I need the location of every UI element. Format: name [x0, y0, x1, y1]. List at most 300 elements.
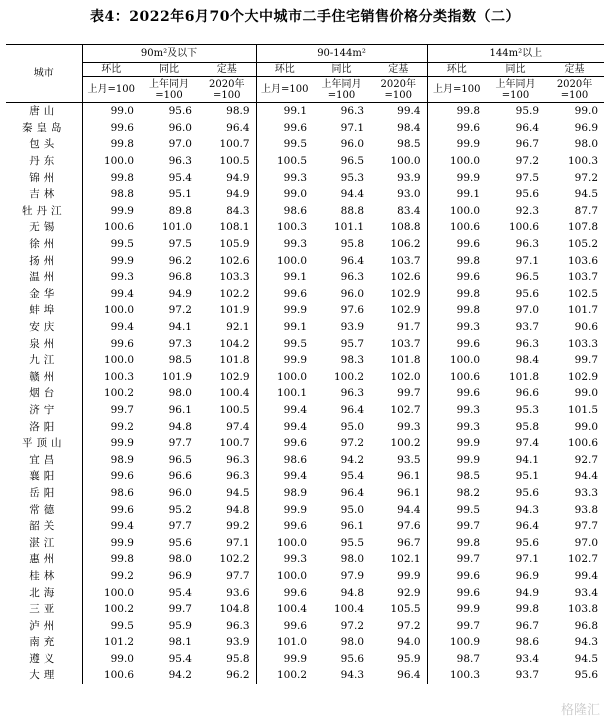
index-value: 94.4: [370, 501, 427, 518]
index-value: 94.9: [168, 287, 192, 300]
city-name: 惠州: [6, 551, 82, 568]
index-value: 99.3: [456, 321, 481, 334]
index-value: 99.9: [110, 437, 134, 450]
table-row: [6, 617, 604, 634]
city-name: 吉林: [6, 186, 82, 203]
index-value: 107.8: [567, 221, 599, 234]
index-value: 99.6: [110, 121, 134, 134]
index-value: 98.5: [168, 354, 192, 367]
index-value: 101.8: [198, 352, 256, 369]
table-row: [6, 485, 604, 502]
index-value: 100.0: [449, 155, 481, 168]
index-value: 99.7: [168, 603, 192, 616]
index-value: 96.7: [370, 534, 427, 551]
index-value: 99.8: [456, 304, 481, 317]
base-label: 上年同月=100: [495, 78, 536, 101]
index-value: 99.6: [456, 387, 481, 400]
col-header-base: 定基: [564, 64, 585, 75]
index-value: 99.3: [370, 418, 427, 435]
index-value: 100.0: [103, 586, 134, 599]
index-value: 96.4: [198, 120, 256, 137]
base-label: 上月=100: [87, 84, 135, 95]
index-value: 104.2: [198, 335, 256, 352]
base-label: 2020年=100: [556, 78, 593, 101]
table-row: [6, 568, 604, 585]
index-value: 99.8: [110, 171, 134, 184]
index-value: 99.5: [110, 238, 134, 251]
index-value: 102.6: [370, 269, 427, 286]
index-value: 96.7: [515, 619, 540, 632]
city-name: 赣州: [6, 369, 82, 386]
index-value: 100.3: [449, 669, 481, 682]
index-value: 99.9: [110, 204, 134, 217]
index-value: 102.9: [198, 369, 256, 386]
index-value: 96.3: [198, 468, 256, 485]
index-value: 99.7: [456, 619, 481, 632]
index-value: 99.5: [283, 138, 308, 151]
index-value: 99.5: [283, 337, 308, 350]
index-value: 99.9: [283, 652, 308, 665]
table-row: [6, 335, 604, 352]
index-value: 98.9: [110, 453, 134, 466]
index-value: 97.2: [370, 617, 427, 634]
index-value: 99.5: [456, 503, 481, 516]
index-value: 94.4: [340, 188, 365, 201]
index-value: 95.6: [168, 105, 192, 118]
index-value: 94.8: [168, 420, 192, 433]
table-row: [6, 169, 604, 186]
index-value: 96.1: [168, 403, 192, 416]
index-value: 95.8: [340, 238, 365, 251]
table-row: [6, 153, 604, 170]
index-value: 95.0: [340, 503, 365, 516]
index-value: 100.2: [276, 669, 308, 682]
index-value: 96.1: [370, 468, 427, 485]
index-value: 96.4: [515, 121, 540, 134]
index-value: 97.1: [340, 121, 365, 134]
index-value: 102.2: [198, 551, 256, 568]
city-name: 泉州: [6, 335, 82, 352]
index-value: 96.2: [198, 667, 256, 684]
index-value: 99.3: [283, 238, 308, 251]
index-value: 99.2: [198, 518, 256, 535]
index-value: 99.0: [110, 105, 134, 118]
index-value: 96.3: [168, 155, 192, 168]
index-value: 100.4: [276, 603, 308, 616]
index-value: 97.2: [340, 619, 365, 632]
index-value: 108.1: [198, 219, 256, 236]
index-value: 95.6: [515, 486, 540, 499]
table-row: [6, 651, 604, 668]
city-name: 桂林: [6, 568, 82, 585]
index-value: 99.9: [283, 354, 308, 367]
index-value: 96.0: [340, 287, 365, 300]
index-value: 97.1: [515, 254, 540, 267]
index-value: 93.6: [198, 584, 256, 601]
index-value: 100.0: [449, 354, 481, 367]
index-value: 101.0: [161, 221, 192, 234]
index-value: 100.5: [198, 402, 256, 419]
index-value: 100.4: [198, 385, 256, 402]
city-name: 安庆: [6, 319, 82, 336]
index-value: 99.7: [456, 520, 481, 533]
index-value: 88.8: [340, 204, 365, 217]
table-row: [6, 435, 604, 452]
index-value: 96.4: [370, 667, 427, 684]
index-value: 98.6: [515, 636, 540, 649]
index-value: 102.2: [198, 286, 256, 303]
city-name: 唐山: [6, 103, 82, 120]
index-value: 99.1: [283, 271, 308, 284]
col-header-base: 定基: [198, 63, 256, 77]
index-value: 94.9: [515, 586, 540, 599]
city-name: 秦皇岛: [6, 120, 82, 137]
city-name: 九江: [6, 352, 82, 369]
index-value: 99.6: [456, 238, 481, 251]
col-header-mom: 环比: [446, 64, 467, 75]
index-value: 95.8: [515, 420, 540, 433]
index-value: 99.9: [283, 503, 308, 516]
index-value: 99.9: [110, 254, 134, 267]
index-value: 96.1: [340, 520, 365, 533]
index-value: 97.6: [370, 518, 427, 535]
index-value: 97.2: [515, 155, 540, 168]
index-value: 99.8: [456, 105, 481, 118]
index-value: 102.9: [567, 370, 599, 383]
index-value: 102.5: [567, 287, 599, 300]
city-name: 蚌埠: [6, 302, 82, 319]
index-value: 105.5: [370, 601, 427, 618]
table-row: [6, 534, 604, 551]
col-header-yoy: 同比: [505, 64, 526, 75]
city-name: 洛阳: [6, 418, 82, 435]
index-value: 99.4: [110, 520, 134, 533]
index-value: 99.6: [456, 271, 481, 284]
index-value: 98.6: [110, 486, 134, 499]
index-value: 108.8: [370, 219, 427, 236]
index-value: 106.2: [370, 236, 427, 253]
table-row: [6, 634, 604, 651]
index-value: 96.9: [515, 569, 540, 582]
index-value: 93.9: [198, 634, 256, 651]
index-value: 95.4: [168, 652, 192, 665]
index-value: 97.4: [515, 437, 540, 450]
index-value: 99.6: [283, 520, 308, 533]
index-value: 95.9: [168, 619, 192, 632]
index-value: 100.9: [449, 636, 481, 649]
index-value: 101.9: [198, 302, 256, 319]
index-value: 95.6: [515, 188, 540, 201]
index-value: 97.0: [574, 536, 599, 549]
index-value: 102.6: [198, 252, 256, 269]
index-value: 93.9: [340, 321, 365, 334]
index-value: 99.7: [370, 385, 427, 402]
index-value: 100.6: [449, 221, 481, 234]
index-value: 102.7: [370, 402, 427, 419]
index-value: 95.0: [340, 420, 365, 433]
price-index-table: [6, 44, 604, 684]
col-header-yoy: 同比: [159, 64, 179, 75]
index-value: 96.2: [168, 254, 192, 267]
index-value: 94.0: [370, 634, 427, 651]
index-value: 99.9: [456, 138, 481, 151]
index-value: 98.8: [110, 188, 134, 201]
index-value: 89.8: [168, 204, 192, 217]
index-value: 99.3: [456, 403, 481, 416]
base-label: 上月=100: [261, 84, 309, 95]
index-value: 93.5: [370, 451, 427, 468]
index-value: 94.2: [340, 453, 365, 466]
index-value: 99.8: [456, 287, 481, 300]
table-row: [6, 236, 604, 253]
index-value: 99.9: [110, 536, 134, 549]
index-value: 98.4: [515, 354, 540, 367]
index-value: 96.3: [515, 238, 540, 251]
index-value: 97.0: [515, 304, 540, 317]
index-value: 96.3: [198, 451, 256, 468]
index-value: 93.3: [574, 486, 599, 499]
index-value: 94.1: [515, 453, 540, 466]
index-value: 94.8: [198, 501, 256, 518]
index-value: 97.2: [340, 437, 365, 450]
index-value: 98.4: [370, 120, 427, 137]
index-value: 99.4: [110, 287, 134, 300]
city-name: 扬州: [6, 252, 82, 269]
index-value: 92.9: [370, 584, 427, 601]
city-name: 湛江: [6, 534, 82, 551]
group-header: 144m²以上: [427, 45, 604, 63]
city-name: 徐州: [6, 236, 82, 253]
index-value: 97.4: [198, 418, 256, 435]
city-name: 牡丹江: [6, 203, 82, 220]
index-value: 100.6: [103, 669, 134, 682]
index-value: 101.9: [161, 370, 192, 383]
index-value: 100.0: [449, 204, 481, 217]
col-header-yoy: 同比: [331, 64, 352, 75]
index-value: 97.2: [574, 171, 599, 184]
index-value: 96.0: [168, 486, 192, 499]
table-row: [6, 219, 604, 236]
index-value: 99.6: [110, 470, 134, 483]
index-value: 95.1: [515, 470, 540, 483]
index-value: 95.6: [168, 536, 192, 549]
col-header-mom: 环比: [274, 64, 295, 75]
group-header: 90-144m²: [256, 45, 427, 63]
index-value: 95.6: [574, 669, 599, 682]
index-value: 97.7: [574, 520, 599, 533]
index-value: 95.6: [515, 287, 540, 300]
index-value: 99.8: [515, 603, 540, 616]
index-value: 102.7: [567, 553, 599, 566]
index-value: 94.5: [198, 485, 256, 502]
index-value: 99.4: [283, 420, 308, 433]
index-value: 99.9: [456, 171, 481, 184]
index-value: 103.3: [567, 337, 599, 350]
index-value: 96.3: [340, 271, 365, 284]
index-value: 100.0: [276, 569, 308, 582]
index-value: 100.5: [198, 153, 256, 170]
col-header-mom: 环比: [101, 64, 122, 75]
index-value: 92.3: [515, 204, 540, 217]
table-row: [6, 319, 604, 336]
table-row: [6, 551, 604, 568]
table-title: 表4：2022年6月70个大中城市二手住宅销售价格分类指数（二）: [90, 9, 520, 25]
index-value: 95.4: [168, 171, 192, 184]
table-row: [6, 518, 604, 535]
index-value: 99.2: [110, 420, 134, 433]
watermark-logo: 格隆汇: [560, 703, 600, 718]
index-value: 96.3: [340, 387, 365, 400]
city-name: 北海: [6, 584, 82, 601]
index-value: 99.8: [456, 536, 481, 549]
index-value: 99.9: [456, 603, 481, 616]
index-value: 99.6: [283, 121, 308, 134]
index-value: 92.1: [198, 319, 256, 336]
index-value: 100.6: [449, 370, 481, 383]
index-value: 95.2: [168, 503, 192, 516]
index-value: 94.8: [340, 586, 365, 599]
index-value: 99.9: [283, 304, 308, 317]
index-value: 94.5: [574, 652, 599, 665]
city-name: 岳阳: [6, 485, 82, 502]
index-value: 96.9: [574, 121, 599, 134]
index-value: 99.8: [110, 553, 134, 566]
index-value: 97.1: [198, 534, 256, 551]
city-name: 无锡: [6, 219, 82, 236]
index-value: 99.0: [110, 652, 134, 665]
index-value: 93.8: [574, 503, 599, 516]
index-value: 95.7: [340, 337, 365, 350]
city-name: 韶关: [6, 518, 82, 535]
city-name: 宜昌: [6, 451, 82, 468]
base-label: 上年同月=100: [321, 78, 362, 101]
city-name: 南充: [6, 634, 82, 651]
table-row: [6, 501, 604, 518]
index-value: 95.6: [515, 536, 540, 549]
city-name: 平顶山: [6, 435, 82, 452]
index-value: 102.1: [370, 551, 427, 568]
index-value: 100.0: [370, 153, 427, 170]
index-value: 100.0: [103, 304, 134, 317]
index-value: 100.5: [276, 155, 308, 168]
index-value: 99.0: [574, 420, 599, 433]
index-value: 95.4: [340, 470, 365, 483]
table-row: [6, 402, 604, 419]
index-value: 104.8: [198, 601, 256, 618]
index-value: 100.7: [198, 435, 256, 452]
index-value: 97.7: [168, 520, 192, 533]
index-value: 99.9: [456, 453, 481, 466]
index-value: 90.6: [574, 321, 599, 334]
index-value: 95.9: [370, 651, 427, 668]
index-value: 95.4: [168, 586, 192, 599]
index-value: 98.6: [283, 453, 308, 466]
index-value: 97.3: [168, 337, 192, 350]
index-value: 95.6: [340, 652, 365, 665]
index-value: 100.2: [103, 387, 134, 400]
index-value: 100.0: [103, 155, 134, 168]
index-value: 99.0: [574, 387, 599, 400]
index-value: 103.8: [567, 603, 599, 616]
index-value: 96.9: [168, 569, 192, 582]
index-value: 93.0: [370, 186, 427, 203]
index-value: 96.4: [515, 520, 540, 533]
index-value: 96.4: [340, 254, 365, 267]
index-value: 101.8: [508, 370, 540, 383]
index-value: 100.3: [567, 155, 599, 168]
index-value: 99.3: [456, 420, 481, 433]
index-value: 101.5: [567, 403, 599, 416]
index-value: 94.2: [168, 669, 192, 682]
city-name: 烟台: [6, 385, 82, 402]
city-name: 金华: [6, 286, 82, 303]
index-value: 99.4: [574, 569, 599, 582]
index-value: 100.0: [276, 254, 308, 267]
index-value: 99.8: [456, 254, 481, 267]
index-value: 99.8: [110, 138, 134, 151]
index-value: 96.8: [168, 271, 192, 284]
index-value: 94.4: [574, 470, 599, 483]
city-name: 遵义: [6, 651, 82, 668]
index-value: 99.6: [283, 287, 308, 300]
index-value: 99.0: [574, 105, 599, 118]
table-row: [6, 136, 604, 153]
index-value: 100.6: [103, 221, 134, 234]
index-value: 95.1: [168, 188, 192, 201]
index-value: 99.6: [456, 337, 481, 350]
index-value: 92.7: [574, 453, 599, 466]
table-row: [6, 186, 604, 203]
table-body: [6, 103, 604, 684]
index-value: 99.6: [110, 503, 134, 516]
city-name: 丹东: [6, 153, 82, 170]
index-value: 100.0: [103, 354, 134, 367]
index-value: 100.2: [370, 435, 427, 452]
index-value: 99.0: [283, 188, 308, 201]
index-value: 96.0: [340, 138, 365, 151]
index-value: 83.4: [370, 203, 427, 220]
table-row: [6, 120, 604, 137]
city-name: 襄阳: [6, 468, 82, 485]
index-value: 100.6: [567, 437, 599, 450]
index-value: 99.6: [456, 586, 481, 599]
index-value: 99.9: [456, 437, 481, 450]
index-value: 102.9: [370, 302, 427, 319]
index-value: 99.1: [283, 105, 308, 118]
index-value: 99.6: [283, 586, 308, 599]
table-row: [6, 418, 604, 435]
index-value: 98.0: [574, 138, 599, 151]
base-label: 2020年=100: [198, 77, 256, 103]
index-value: 97.6: [340, 304, 365, 317]
index-value: 93.7: [515, 321, 540, 334]
index-value: 99.3: [283, 553, 308, 566]
index-value: 95.3: [340, 171, 365, 184]
index-value: 103.6: [567, 254, 599, 267]
index-value: 94.3: [340, 669, 365, 682]
index-value: 96.5: [168, 453, 192, 466]
index-value: 100.0: [276, 536, 308, 549]
index-value: 96.8: [574, 619, 599, 632]
index-value: 94.9: [198, 169, 256, 186]
index-value: 99.6: [283, 619, 308, 632]
index-value: 98.0: [340, 553, 365, 566]
index-value: 98.2: [456, 486, 481, 499]
col-header-base: 定基: [370, 63, 427, 77]
base-label: 上年同月=100: [149, 78, 189, 101]
index-value: 95.9: [515, 105, 540, 118]
index-value: 100.4: [333, 603, 365, 616]
